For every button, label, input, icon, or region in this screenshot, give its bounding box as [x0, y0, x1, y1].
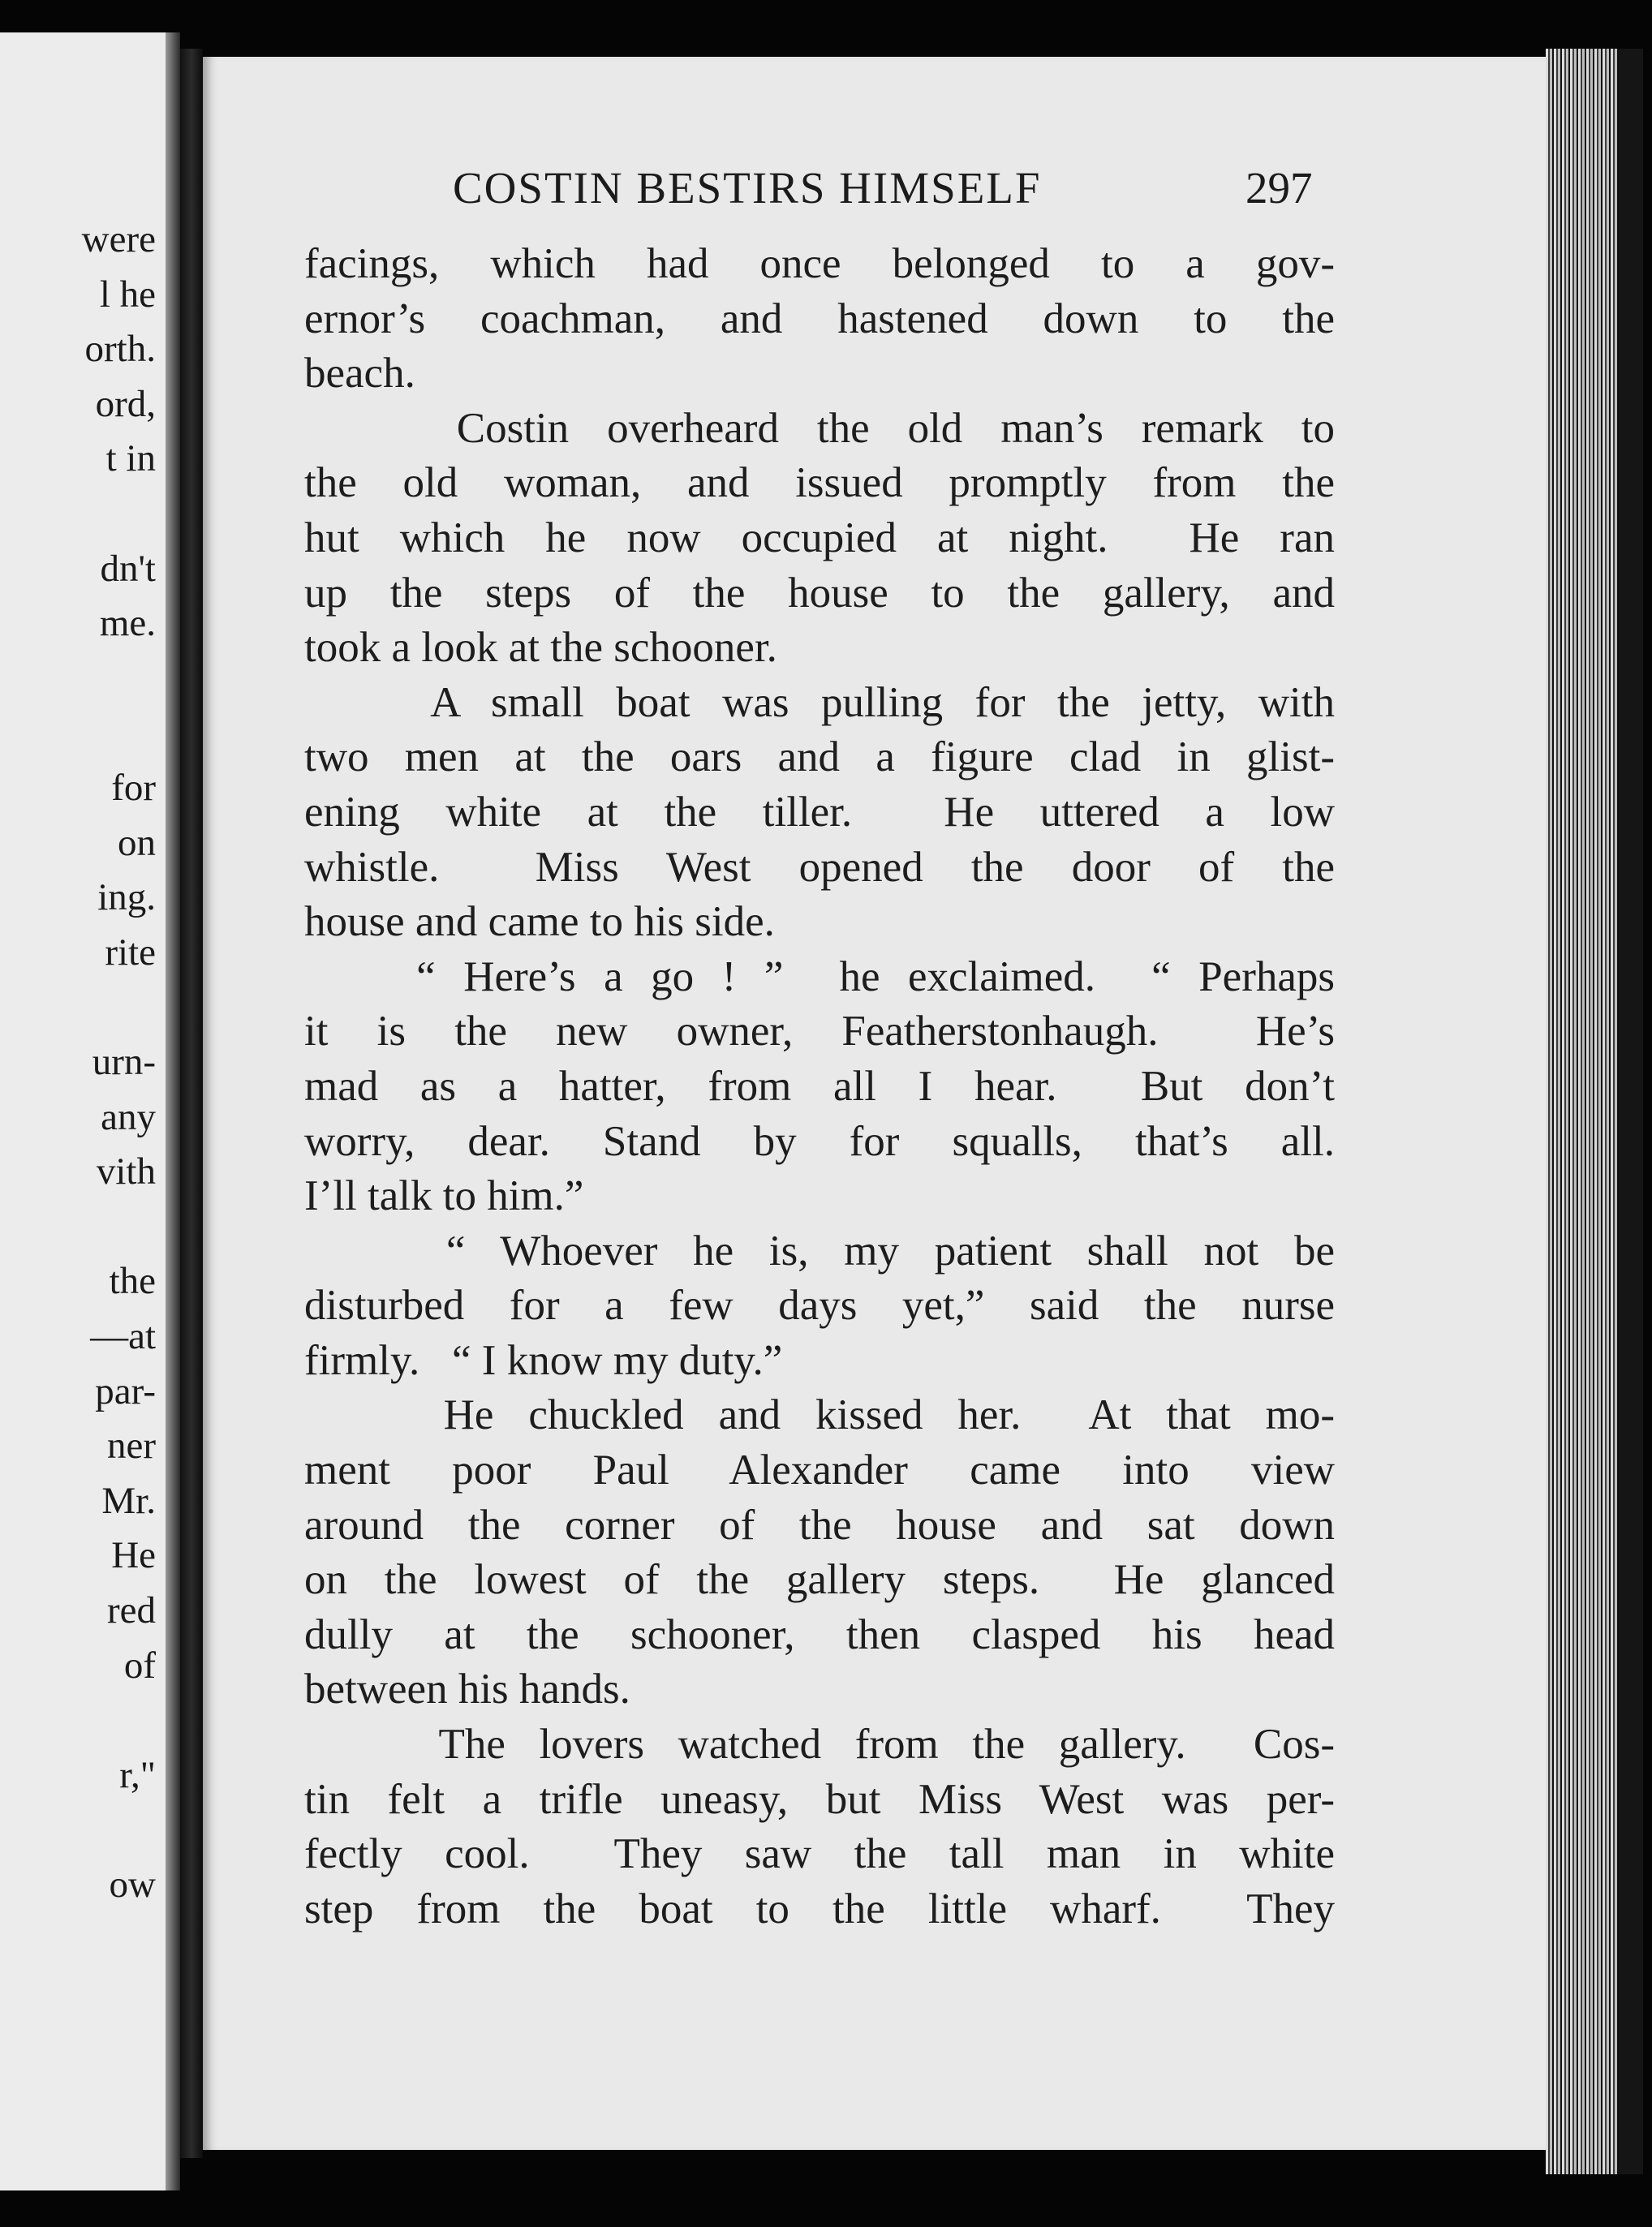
text-line: took a look at the schooner. — [304, 624, 777, 672]
text-line: on the lowest of the gallery steps. He glanced — [304, 1556, 1335, 1604]
left-page-fragment: the — [109, 1260, 156, 1303]
text-line: The lovers watched from the gallery. Cos- — [304, 1721, 1335, 1769]
left-page-fragment: ord, — [95, 382, 156, 425]
text-line: around the corner of the house and sat down — [304, 1501, 1335, 1549]
left-page-fragment: r," — [119, 1753, 156, 1796]
text-line: worry, dear. Stand by for squalls, that’s all. — [304, 1117, 1335, 1165]
text-line: it is the new owner, Featherstonhaugh. He’s — [304, 1008, 1335, 1055]
text-line: I’ll talk to him.” — [304, 1172, 584, 1220]
left-page-fragment: ner — [106, 1425, 156, 1468]
left-page-fragment: were — [81, 218, 156, 260]
left-page-fragment: l he — [99, 273, 156, 316]
text-line: ening white at the tiller. He uttered a low — [304, 788, 1335, 836]
left-page-fragment: any — [101, 1095, 156, 1138]
text-line: “ Here’s a go ! ” he exclaimed. “ Perhaps — [304, 952, 1335, 1000]
text-line: the old woman, and issued promptly from the — [304, 459, 1335, 507]
text-line: two men at the oars and a figure clad in glist- — [304, 733, 1335, 781]
text-line: hut which he now occupied at night. He ran — [304, 514, 1335, 561]
text-line: Costin overheard the old man’s remark to — [304, 404, 1335, 452]
left-page-fragment: ow — [109, 1864, 156, 1906]
text-line: fectly cool. They saw the tall man in white — [304, 1830, 1335, 1878]
text-line: “ Whoever he is, my patient shall not be — [304, 1227, 1335, 1275]
text-line: ernor’s coachman, and hastened down to the — [304, 294, 1335, 342]
left-page-fragment: He — [111, 1534, 156, 1577]
text-line: disturbed for a few days yet,” said the nurse — [304, 1282, 1335, 1330]
text-line: dully at the schooner, then clasped his head — [304, 1610, 1335, 1658]
text-line: firmly. “ I know my duty.” — [304, 1336, 783, 1384]
text-line: house and came to his side. — [304, 898, 775, 946]
text-line: whistle. Miss West opened the door of the — [304, 843, 1335, 891]
left-page-fragment: of — [123, 1644, 156, 1687]
left-page-fragment: rite — [105, 931, 156, 974]
text-line: ment poor Paul Alexander came into view — [304, 1447, 1335, 1494]
left-page-fragment: ing. — [97, 876, 156, 919]
text-line: mad as a hatter, from all I hear. But don’t — [304, 1062, 1335, 1110]
book-gutter — [180, 49, 203, 2158]
left-page-fragment: —at — [90, 1315, 156, 1357]
text-line: between his hands. — [304, 1666, 630, 1713]
left-page-fragment: orth. — [84, 328, 156, 371]
text-line: A small boat was pulling for the jetty, with — [304, 678, 1335, 726]
page-edges — [1546, 49, 1619, 2174]
body-text — [304, 237, 1335, 1937]
text-line: tin felt a trifle uneasy, but Miss West was per- — [304, 1775, 1335, 1823]
left-page-fragment: par- — [95, 1369, 156, 1412]
left-page-fragment: red — [106, 1589, 156, 1632]
left-page-fragment: Mr. — [101, 1479, 156, 1522]
left-page-fragment: on — [118, 821, 156, 864]
left-page-fragment: for — [111, 767, 156, 809]
text-line: step from the boat to the little wharf. They — [304, 1885, 1335, 1933]
left-page-fragment: dn't — [100, 547, 156, 590]
text-line: facings, which had once belonged to a gov- — [304, 240, 1335, 287]
text-line: beach. — [304, 350, 415, 398]
facing-page-left — [0, 32, 180, 2190]
text-line: He chuckled and kissed her. At that mo- — [304, 1391, 1335, 1439]
left-page-fragment: me. — [99, 602, 156, 645]
text-line: up the steps of the house to the gallery, and — [304, 569, 1335, 617]
left-page-fragment: t in — [105, 437, 156, 480]
page-number: 297 — [1245, 163, 1313, 213]
left-page-fragment: vith — [96, 1150, 156, 1193]
left-page-fragment: urn- — [92, 1041, 156, 1083]
running-head-title: COSTIN BESTIRS HIMSELF — [453, 163, 1042, 213]
